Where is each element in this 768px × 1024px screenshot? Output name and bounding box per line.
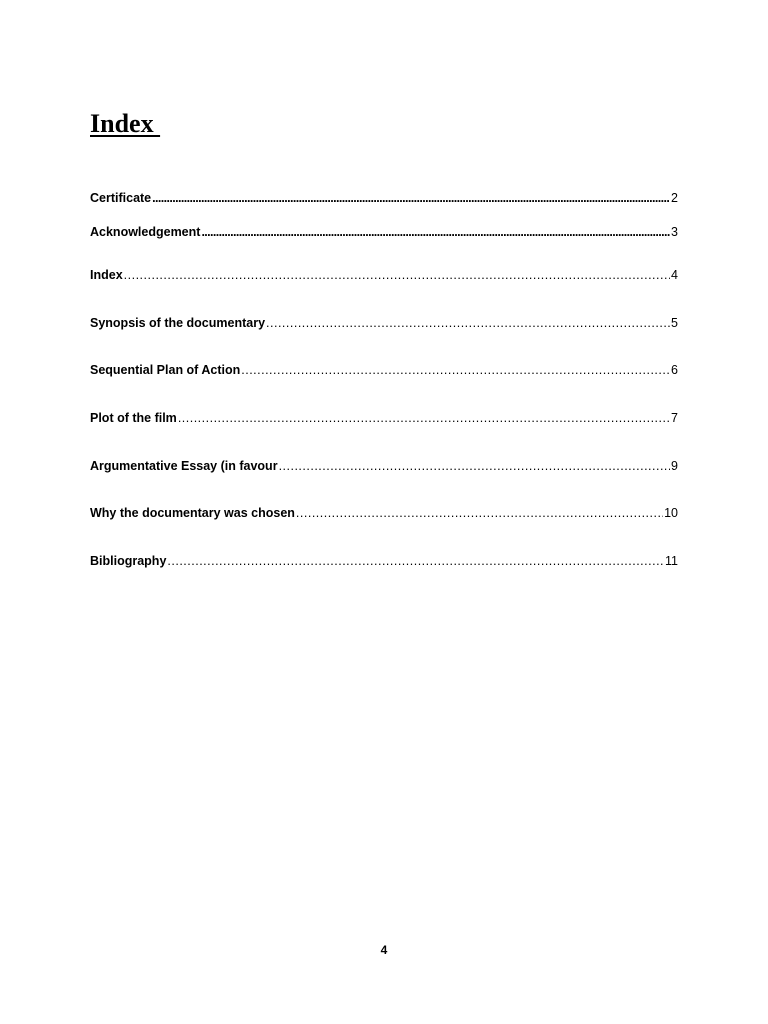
toc-entry-page: 10: [664, 506, 678, 520]
toc-dot-leader: [178, 410, 670, 426]
toc-entry-label: Acknowledgement: [90, 225, 201, 239]
toc-entry-page: 2: [671, 191, 678, 205]
toc-dot-leader: [241, 362, 670, 378]
toc-entry-label: Why the documentary was chosen: [90, 506, 295, 520]
toc-entry-synopsis: [90, 313, 678, 331]
toc-entry-page: 7: [671, 411, 678, 425]
toc-entry-page: 5: [671, 316, 678, 330]
toc-entry-argumentative-essay: [90, 456, 678, 474]
toc-entry-bibliography: [90, 551, 678, 569]
toc-entry-certificate: [90, 188, 678, 206]
toc-entry-label: Sequential Plan of Action: [90, 363, 241, 377]
toc-entry-why-chosen: [90, 503, 678, 521]
page-title: Index: [90, 109, 161, 138]
toc-dot-leader: [201, 224, 670, 240]
toc-entry-label: Synopsis of the documentary: [90, 316, 266, 330]
toc-entry-label: Index: [90, 268, 123, 282]
toc-entry-label: Bibliography: [90, 554, 167, 568]
toc-entry-acknowledgement: [90, 222, 678, 240]
toc-entry-page: 11: [665, 554, 678, 568]
toc-entry-sequential-plan: [90, 360, 678, 378]
toc-entry-label: Argumentative Essay (in favour: [90, 459, 278, 473]
toc-entry-index: [90, 265, 678, 283]
toc-dot-leader: [296, 505, 663, 521]
toc-dot-leader: [167, 553, 664, 569]
toc-dot-leader: [279, 458, 670, 474]
page-number: 4: [380, 943, 388, 957]
toc-dot-leader: [152, 190, 670, 206]
toc-dot-leader: [266, 315, 670, 331]
toc-entry-page: 6: [671, 363, 678, 377]
toc-dot-leader: [124, 267, 670, 283]
toc-entry-page: 4: [671, 268, 678, 282]
toc-entry-page: 9: [671, 459, 678, 473]
toc-entry-plot: [90, 408, 678, 426]
toc-entry-label: Certificate: [90, 191, 152, 205]
toc-entry-label: Plot of the film: [90, 411, 177, 425]
toc-entry-page: 3: [671, 225, 678, 239]
